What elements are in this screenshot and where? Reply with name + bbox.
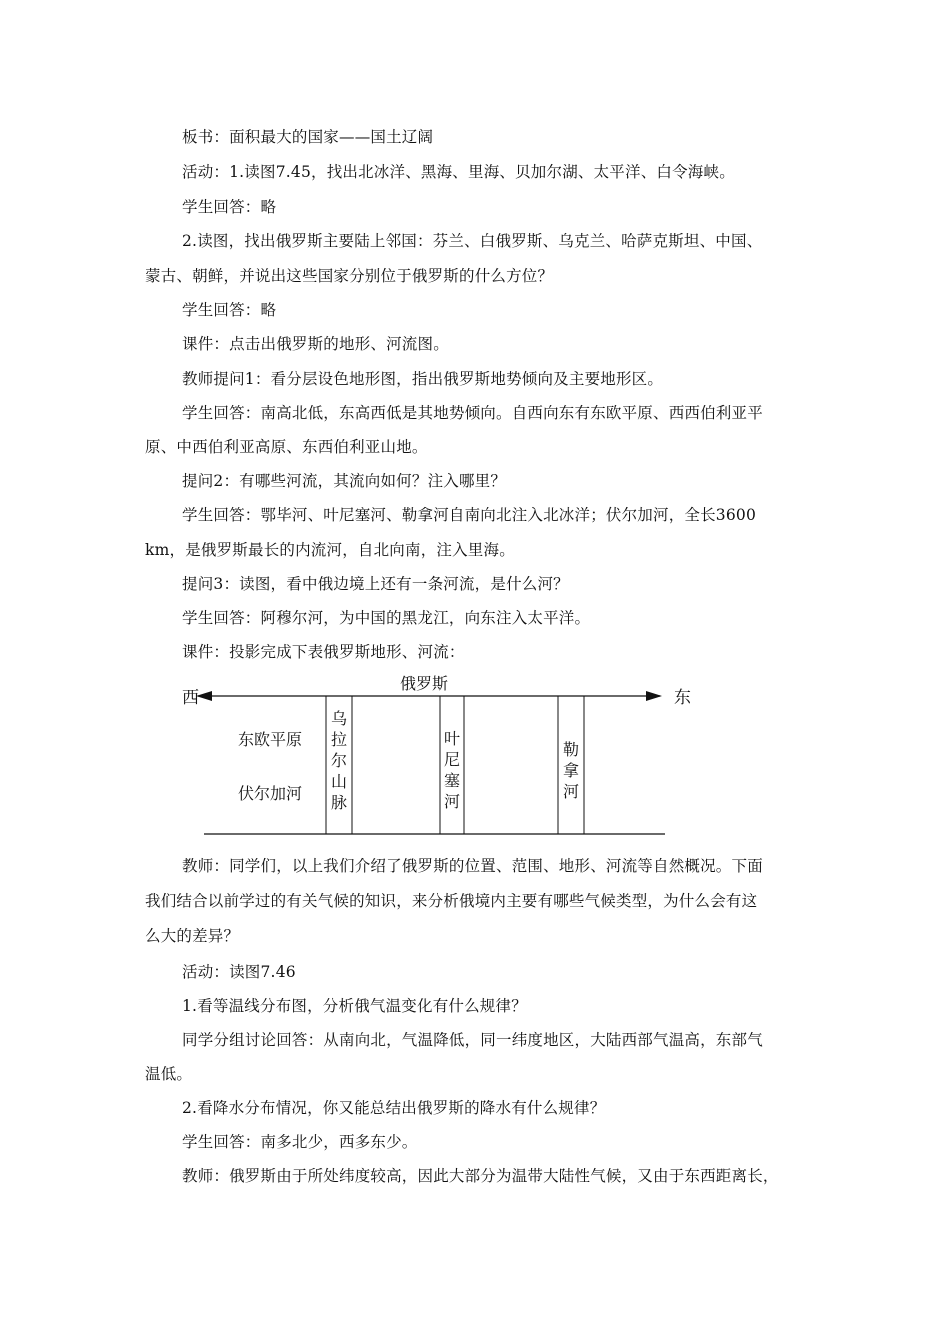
region-east-european-plain: 东欧平原 [238, 730, 303, 749]
paragraph-line: 活动：1.读图7.45，找出北冰洋、黑海、里海、贝加尔湖、太平洋、白令海峡。 [182, 163, 735, 181]
paragraph-line: 蒙古、朝鲜，并说出这些国家分别位于俄罗斯的什么方位？ [145, 267, 554, 285]
paragraph-line: 2.读图，找出俄罗斯主要陆上邻国：芬兰、白俄罗斯、乌克兰、哈萨克斯坦、中国、 [182, 232, 763, 250]
paragraph-line: 学生回答：南多北少，西多东少。 [182, 1133, 418, 1151]
paragraph-line: 提问3：读图，看中俄边境上还有一条河流，是什么河？ [182, 575, 569, 593]
yenisei-river-label [444, 729, 460, 811]
east-arrow-head [646, 691, 662, 701]
diagram-east-label: 东 [674, 688, 691, 708]
paragraph-line: 1.看等温线分布图，分析俄气温变化有什么规律？ [182, 997, 527, 1015]
paragraph-line: 学生回答：南高北低，东高西低是其地势倾向。自西向东有东欧平原、西西伯利亚平 [182, 404, 763, 422]
diagram-west-label: 西 [182, 688, 199, 708]
vertical-label-char: 河 [562, 782, 580, 801]
paragraph-line: 2.看降水分布情况，你又能总结出俄罗斯的降水有什么规律？ [182, 1099, 606, 1117]
paragraph-line: 原、中西伯利亚高原、东西伯利亚山地。 [145, 438, 428, 456]
paragraph-line: 温低。 [145, 1065, 193, 1083]
vertical-label-char: 尔 [330, 751, 348, 770]
paragraph-line: 学生回答：阿穆尔河，为中国的黑龙江，向东注入太平洋。 [182, 609, 591, 627]
paragraph-line: 学生回答：略 [182, 301, 277, 319]
paragraph-line: 教师：俄罗斯由于所处纬度较高，因此大部分为温带大陆性气候，又由于东西距离长， [182, 1167, 779, 1185]
diagram-title: 俄罗斯 [399, 674, 449, 693]
paragraph-line: 板书：面积最大的国家——国土辽阔 [182, 128, 434, 146]
vertical-label-char: 勒 [562, 740, 580, 759]
paragraph-line: km，是俄罗斯最长的内流河，自北向南，注入里海。 [145, 541, 515, 559]
vertical-label-char: 脉 [330, 793, 348, 812]
paragraph-line: 么大的差异？ [145, 927, 240, 945]
paragraph-line: 学生回答：略 [182, 198, 277, 216]
paragraph-line: 教师：同学们，以上我们介绍了俄罗斯的位置、范围、地形、河流等自然概况。下面 [182, 857, 763, 875]
vertical-label-char: 叶 [443, 729, 461, 748]
vertical-label-char: 塞 [443, 771, 461, 790]
vertical-label-char: 拿 [562, 761, 580, 780]
paragraph-line: 我们结合以前学过的有关气候的知识，来分析俄境内主要有哪些气候类型，为什么会有这 [145, 892, 758, 910]
paragraph-line: 教师提问1：看分层设色地形图，指出俄罗斯地势倾向及主要地形区。 [182, 370, 664, 388]
river-volga: 伏尔加河 [238, 784, 303, 803]
vertical-label-char: 河 [443, 792, 461, 811]
paragraph-line: 课件：点击出俄罗斯的地形、河流图。 [182, 335, 449, 353]
vertical-label-char: 尼 [443, 750, 461, 769]
paragraph-line: 学生回答：鄂毕河、叶尼塞河、勒拿河自南向北注入北冰洋；伏尔加河，全长3600 [182, 506, 757, 524]
paragraph-line: 提问2：有哪些河流，其流向如何？注入哪里？ [182, 472, 507, 490]
paragraph-line: 同学分组讨论回答：从南向北，气温降低，同一纬度地区，大陆西部气温高，东部气 [182, 1031, 763, 1049]
paragraph-line: 课件：投影完成下表俄罗斯地形、河流： [182, 643, 465, 661]
vertical-label-char: 山 [330, 772, 348, 791]
paragraph-line: 活动：读图7.46 [182, 963, 296, 981]
vertical-label-char: 乌 [330, 709, 348, 728]
russia-terrain-river-diagram [178, 668, 698, 840]
lena-river-label [563, 740, 579, 801]
ural-mountains-label [331, 709, 347, 812]
vertical-label-char: 拉 [330, 730, 348, 749]
